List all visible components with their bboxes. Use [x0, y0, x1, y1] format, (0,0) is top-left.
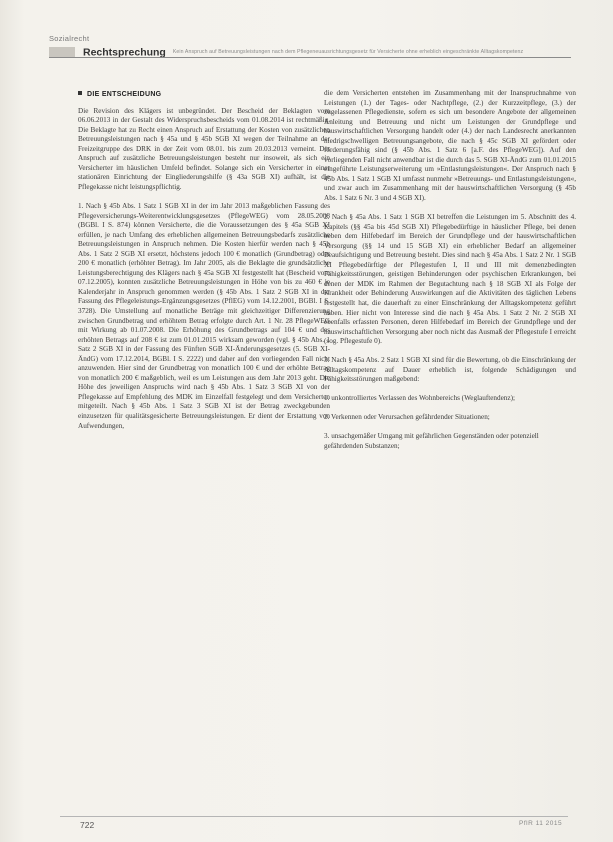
section-heading — [78, 90, 330, 100]
square-bullet-icon — [78, 91, 82, 95]
paragraph: 3. Nach § 45a Abs. 2 Satz 1 SGB XI sind für die Bewertung, ob die Einschränkung der Alltagskompetenz auf Dauer erheblich ist, folgende Schädigungen und Fähigkeitsstörungen maßgebend: — [324, 356, 576, 384]
header-accent-bar — [49, 47, 75, 57]
issue-label: PflR 11 2015 — [519, 820, 563, 827]
section-heading-text: DIE ENTSCHEIDUNG — [87, 91, 162, 98]
paragraph: 1. Nach § 45b Abs. 1 Satz 1 SGB XI in der im Jahr 2013 maßgeblichen Fassung des Pflegeversicherungs-Weiterentwicklungsgesetzes (PflegeWEG) vom 28.05.2008 (BGBl. I S. 874) können Versicherte, die die Voraussetzungen des § 45a SGB XI erfüllen, je nach Umfang des erheblichen allgemeinen Betreuungsbedarfs zusätzliche Betreuungsleistungen in Anspruch nehmen. Die Kosten hierfür werden nach § 45b Abs. 1 Satz 2 SGB XI ersetzt, höchstens jedoch 100 € monatlich (Grundbetrag) oder 200 € monatlich (erhöhter Betrag). Im Jahr 2005, als die Beklagte die grundsätzliche Leistungsberechtigung des Klägers nach § 45a SGB XI festgestellt hat (Bescheid vom 07.12.2005), konnten zusätzliche Betreuungsleistungen in Höhe von bis zu 460 € je Kalenderjahr in Anspruch genommen werden (§ 45b Abs. 1 Satz 2 SGB XI in der Fassung des Pflegeleistungs-Ergänzungsgesetzes (PflEG) vom 14.12.2001, BGBl. I S. 3728). Die Umstellung auf monatliche Beträge mit gleichzeitiger Differenzierung zwischen Grundbetrag und erhöhtem Betrag erfolgte durch Art. 1 Nr. 28 PflegeWEG mit Wirkung ab 01.07.2008. Die Erhöhung des Grundbetrags auf 104 € und des erhöhten Betrags auf 208 € ist zum 01.01.2015 wirksam geworden (vgl. § 45b Abs. 1 Satz 2 SGB XI in der Fassung des Fünften SGB XI-Änderungsgesetzes (5. SGB XI-ÄndG) vom 17.12.2014, BGBl. I S. 2222) und daher auf den vorliegenden Fall nicht anzuwenden. Hier sind der Grundbetrag von monatlich 100 € und der erhöhte Betrag von monatlich 200 € maßgeblich, weil es um Leistungen aus dem Jahr 2013 geht. Die Höhe des jeweiligen Anspruchs wird nach § 45b Abs. 1 Satz 3 SGB XI von der Pflegekasse auf Empfehlung des MDK im Einzelfall festgelegt und dem Versicherten mitgeteilt. Nach § 45b Abs. 1 Satz 3 SGB XI ist der Betrag zweckgebunden einzusetzen für qualitätsgesicherte Betreuungsleistungen. Er dient der Erstattung von Aufwendungen, — [78, 201, 330, 430]
left-column — [78, 90, 330, 441]
list-item: 1. unkontrolliertes Verlassen des Wohnbereichs (Weglauftendenz); — [324, 394, 515, 403]
footer-rule — [60, 816, 568, 817]
right-column — [324, 89, 576, 461]
header-subtitle: Kein Anspruch auf Betreuungsleistungen nach dem Pflegeneuausrichtungsgesetz für Versicherte ohne erheblich eingeschränkte Alltagskompetenz — [172, 49, 524, 56]
paragraph: 2. Nach § 45a Abs. 1 Satz 1 SGB XI betreffen die Leistungen im 5. Abschnitt des 4. Kapitels (§§ 45a bis 45d SGB XI) Pflegebedürftige in häuslicher Pflege, bei denen neben dem Hilfebedarf im Bereich der Grundpflege und der hauswirtschaftlichen Versorgung (§§ 14 und 15 SGB XI) ein erheblicher Bedarf an allgemeiner Beaufsichtigung und Betreuung besteht. Dies sind nach § 45a Abs. 1 Satz 2 Nr. 1 SGB XI Pflegebedürftige der Pflegestufen I, II und III mit demenzbedingten Fähigkeitsstörungen, geistigen Behinderungen oder psychischen Erkrankungen, bei denen der MDK im Rahmen der Begutachtung nach § 18 SGB XI als Folge der Krankheit oder Behinderung Auswirkungen auf die Aktivitäten des täglichen Lebens festgestellt hat, die dauerhaft zu einer Einschränkung der Alltagskompetenz geführt haben. Hier nicht von Interesse sind die nach § 45a Abs. 1 Satz 2 Nr. 2 SGB XI ebenfalls erfassten Personen, deren Hilfebedarf im Bereich der Grundpflege und der hauswirtschaftlichen Versorgung aber noch nicht das Ausmaß der Pflegestufe I erreicht (sog. Pflegestufe 0). — [324, 213, 576, 346]
section-label: Sozialrecht — [49, 34, 90, 43]
running-header — [49, 43, 579, 57]
list-item: 3. unsachgemäßer Umgang mit gefährlichen Gegenständen oder potenziell gefährdenden Substanzen; — [324, 432, 539, 450]
header-title: Rechtsprechung — [83, 46, 166, 57]
header-rule — [49, 57, 571, 58]
list-item: 2. Verkennen oder Verursachen gefährdender Situationen; — [324, 413, 490, 422]
page-number: 722 — [80, 820, 95, 830]
paragraph: Die Revision des Klägers ist unbegründet. Der Bescheid der Beklagten vom 06.06.2013 in der Gestalt des Widerspruchsbescheids vom 01.08.2014 ist rechtmäßig. Die Beklagte hat zu Recht einen Anspruch auf Erstattung der Kosten von zusätzlichen Betreuungsleistungen nach § 45a und § 45b SGB XI wegen der Teilnahme an der Freizeitgruppe des DRK in der Zeit vom 08.01. bis zum 20.03.2013 verneint. Der Anspruch auf zusätzliche Betreuungsleistungen besteht nur insoweit, als sich ein Versicherter im häuslichen Umfeld befindet. Solange sich ein Versicherter in einer stationären Einrichtung der Eingliederungshilfe (§ 43a SGB XI) aufhält, ist die Pflegekasse nicht leistungspflichtig. — [78, 106, 330, 191]
paragraph: die dem Versicherten entstehen im Zusammenhang mit der Inanspruchnahme von Leistungen (1.) der Tages- oder Nachtpflege, (2.) der Kurzzeitpflege, (3.) der zugelassenen Pflegedienste, sofern es sich um besondere Angebote der allgemeinen Anleitung und Betreuung und nicht um Leistungen der Grundpflege und hauswirtschaftlichen Versorgung handelt oder (4.) der nach Landesrecht anerkannten niedrigschwelligen Betreuungsangebote, die nach § 45c SGB XI gefördert oder förderungsfähig sind (§ 45b Abs. 1 Satz 6 [a.F. des PflegeWEG]). Auf den vorliegenden Fall nicht anwendbar ist die durch das 5. SGB XI-ÄndG zum 01.01.2015 eingeführte Leistungserweiterung um »Entlastungsleistungen«. Der Anspruch nach § 45b Abs. 1 Satz 1 SGB XI umfasst nunmehr »Betreuungs- und Entlastungsleistungen«, und zwar auch im Zusammenhang mit der hauswirtschaftlichen Versorgung (§ 45b Abs. 1 Satz 6 Nr. 3 und 4 SGB XI). — [324, 89, 576, 203]
